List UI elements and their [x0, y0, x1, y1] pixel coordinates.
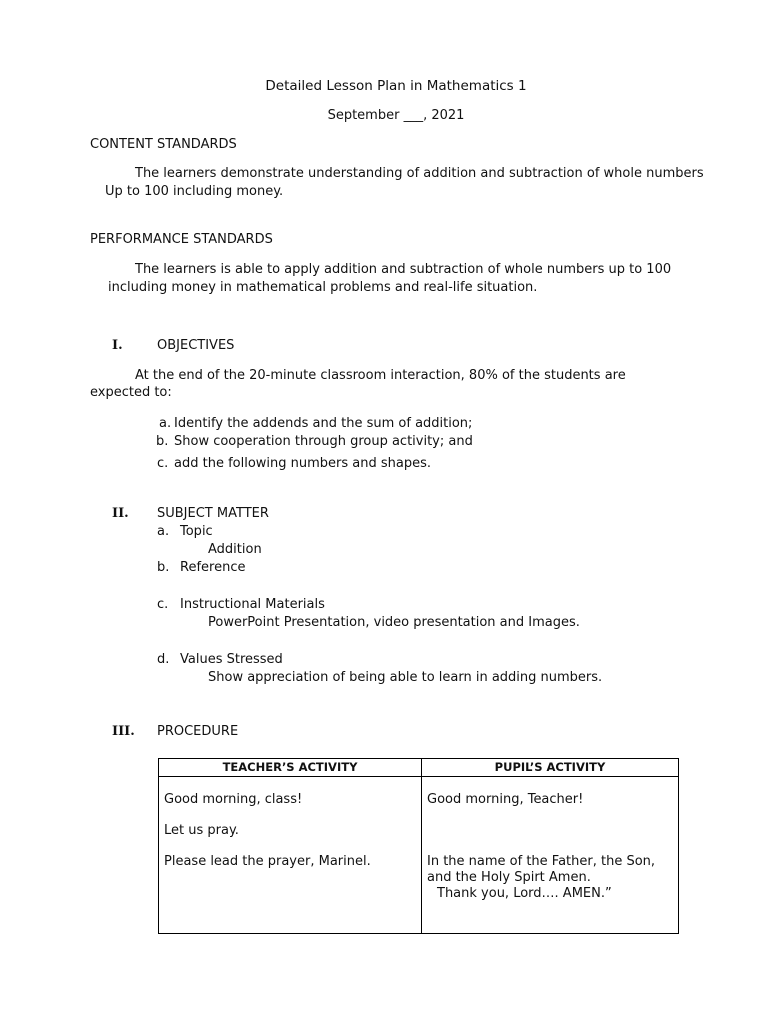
subject-matter-heading: SUBJECT MATTER: [157, 506, 269, 521]
objective-letter-a: a.: [159, 416, 172, 431]
subject-label-materials: Instructional Materials: [180, 597, 325, 612]
objectives-numeral: I.: [112, 338, 123, 353]
pupil-line-4: Thank you, Lord…. AMEN.”: [437, 886, 612, 901]
procedure-numeral: III.: [112, 724, 135, 739]
table-header-pupil: PUPIL’S ACTIVITY: [494, 760, 606, 774]
teacher-line-1: Good morning, class!: [164, 792, 303, 807]
subject-detail-topic: Addition: [208, 542, 262, 557]
objectives-heading: OBJECTIVES: [157, 338, 235, 353]
subject-label-reference: Reference: [180, 560, 246, 575]
subject-letter-a: a.: [157, 524, 170, 539]
procedure-heading: PROCEDURE: [157, 724, 239, 739]
objectives-intro-line-1: At the end of the 20-minute classroom interaction, 80% of the students are: [135, 368, 626, 383]
subject-label-topic: Topic: [180, 524, 213, 539]
objective-letter-c: c.: [157, 456, 169, 471]
teacher-line-3: Please lead the prayer, Marinel.: [164, 854, 371, 869]
performance-standards-heading: PERFORMANCE STANDARDS: [90, 232, 273, 247]
document-date: September ___, 2021: [327, 108, 465, 123]
table-header-teacher: TEACHER’S ACTIVITY: [222, 760, 358, 774]
content-standards-line-2: Up to 100 including money.: [105, 184, 284, 199]
pupil-line-3: and the Holy Spirt Amen.: [427, 870, 591, 885]
subject-matter-numeral: II.: [112, 506, 129, 521]
subject-letter-b: b.: [157, 560, 170, 575]
performance-standards-line-2: including money in mathematical problems and real-life situation.: [108, 280, 538, 295]
teacher-line-2: Let us pray.: [164, 823, 239, 838]
subject-detail-values: Show appreciation of being able to learn in adding numbers.: [208, 670, 603, 685]
procedure-table: [158, 758, 679, 934]
objective-text-b: Show cooperation through group activity; and: [174, 434, 473, 449]
objective-text-a: Identify the addends and the sum of addition;: [174, 416, 473, 431]
objective-text-c: add the following numbers and shapes.: [174, 456, 432, 471]
subject-label-values: Values Stressed: [180, 652, 283, 667]
content-standards-line-1: The learners demonstrate understanding of addition and subtraction of whole numbers: [135, 166, 704, 181]
pupil-line-1: Good morning, Teacher!: [427, 792, 584, 807]
table-header-divider: [159, 776, 678, 777]
objective-letter-b: b.: [156, 434, 169, 449]
subject-letter-d: d.: [157, 652, 170, 667]
subject-detail-materials: PowerPoint Presentation, video presentation and Images.: [208, 615, 580, 630]
objectives-intro-line-2: expected to:: [90, 385, 172, 400]
performance-standards-line-1: The learners is able to apply addition and subtraction of whole numbers up to 100: [135, 262, 672, 277]
document-title: Detailed Lesson Plan in Mathematics 1: [265, 78, 527, 94]
content-standards-heading: CONTENT STANDARDS: [90, 137, 237, 152]
table-column-divider: [421, 759, 422, 933]
pupil-line-2: In the name of the Father, the Son,: [427, 854, 656, 869]
subject-letter-c: c.: [157, 597, 169, 612]
